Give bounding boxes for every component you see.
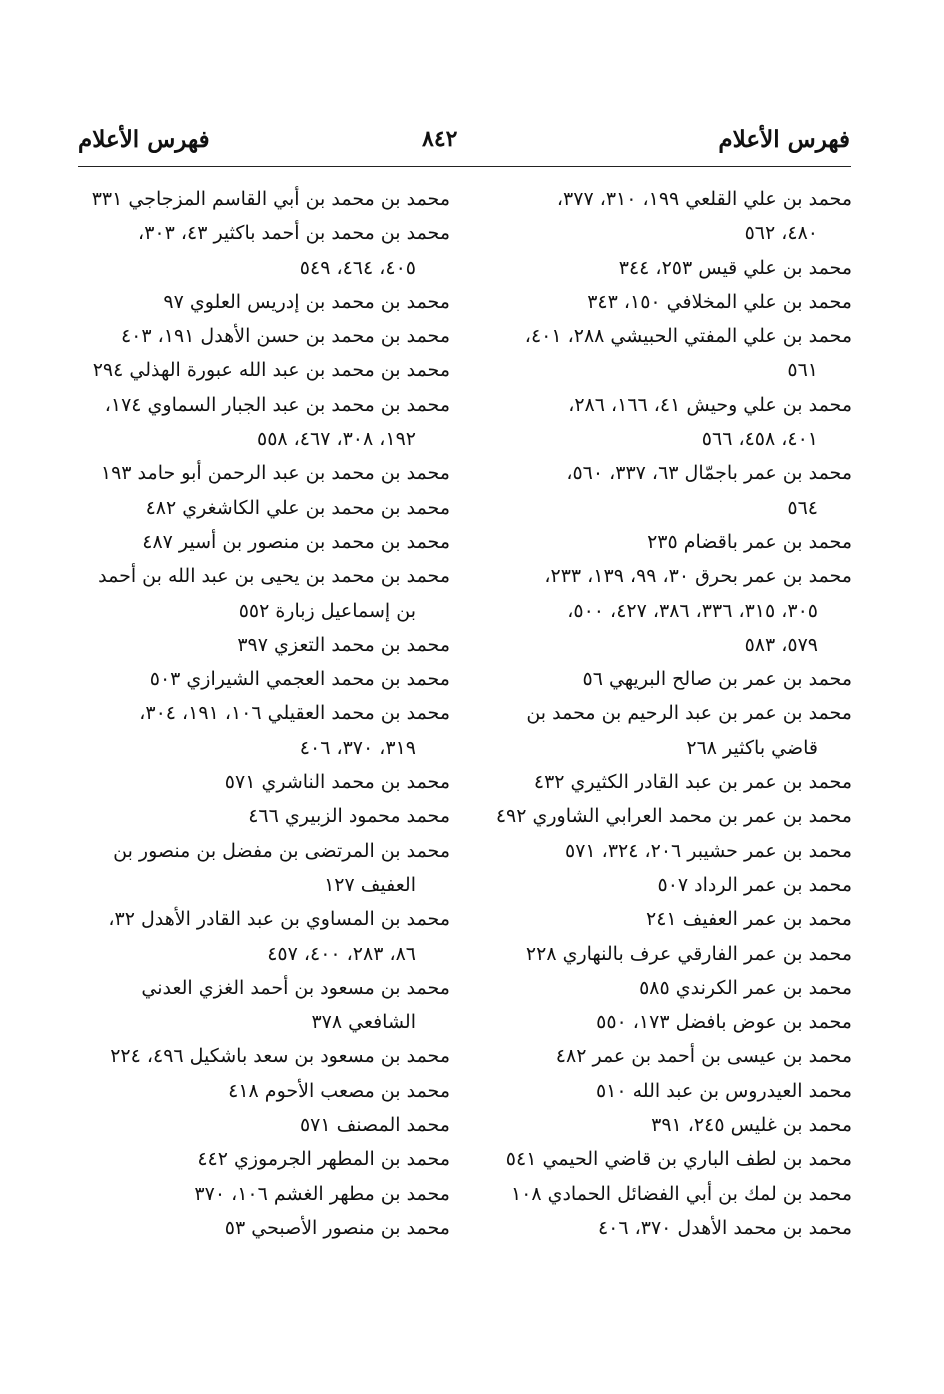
entry-text: محمد بن محمد بن عبد الله عبورة الهذلي ٢٩٤ (92, 359, 450, 382)
index-entry (480, 559, 852, 662)
index-entry (480, 765, 852, 799)
index-entry (78, 799, 450, 833)
entry-text: محمد بن علي القلعي ١٩٩، ٣١٠، ٣٧٧، (556, 188, 852, 210)
index-entry (480, 456, 852, 525)
entry-text: محمد بن محمد العقيلي ١٠٦، ١٩١، ٣٠٤، (139, 702, 450, 725)
entry-continuation: ٣٠٥، ٣١٥، ٣٣٦، ٣٨٦، ٤٢٧، ٥٠٠، (567, 599, 818, 622)
entry-continuation: ٨٦، ٢٨٣، ٤٠٠، ٤٥٧ (267, 942, 416, 965)
entry-text: محمد بن عوض بافضل ١٧٣، ٥٥٠ (596, 1011, 852, 1034)
index-entry (78, 1211, 450, 1245)
entry-text: محمد بن عمر بن محمد العرابي الشاوري ٤٩٢ (495, 805, 852, 828)
index-entry (480, 251, 852, 285)
entry-text: محمد بن علي المفتي الحبيشي ٢٨٨، ٤٠١، (524, 325, 852, 348)
index-entry (480, 868, 852, 902)
entry-text: محمد بن مسعود بن سعد باشكيل ٤٩٦، ٢٢٤ (110, 1045, 450, 1068)
entry-text: محمد بن علي قيس ٢٥٣، ٣٤٤ (618, 256, 852, 279)
running-header (78, 122, 850, 162)
entry-continuation: العفيف ١٢٧ (324, 873, 416, 896)
entry-text: محمد بن محمد العجمي الشيرازي ٥٠٣ (149, 668, 450, 691)
entry-text: محمد بن علي وحيش ٤١، ١٦٦، ٢٨٦، (568, 393, 852, 416)
page-number: ٨٤٢ (422, 126, 458, 152)
index-entry (78, 1108, 450, 1142)
index-entry (480, 1108, 852, 1142)
entry-text: محمد بن عمر الفارقي عرف بالنهاري ٢٢٨ (525, 942, 852, 965)
entry-continuation: بن إسماعيل زبارة ٥٥٢ (238, 599, 416, 622)
entry-continuation: ٥٦١ (787, 359, 818, 382)
entry-continuation: ٤٠٥، ٤٦٤، ٥٤٩ (299, 256, 416, 279)
entry-text: محمد بن غليس ٢٤٥، ٣٩١ (651, 1114, 852, 1137)
index-column-right (480, 182, 852, 1245)
entry-text: محمد بن منصور الأصبحي ٥٣ (224, 1216, 450, 1239)
entry-continuation: ٥٦٤ (787, 496, 818, 519)
index-entry (480, 285, 852, 319)
entry-text: محمد بن محمد بن عبد الجبار السماوي ١٧٤، (104, 393, 450, 416)
entry-text: محمد بن مسعود بن أحمد الغزي العدني (141, 976, 450, 999)
header-title-right: فهرس الأعلام (718, 126, 850, 153)
entry-text: محمد بن عمر الكرندي ٥٨٥ (639, 976, 852, 999)
index-entry (78, 902, 450, 971)
index-entry (480, 902, 852, 936)
entry-text: محمد بن محمد بن عبد الرحمن أبو حامد ١٩٣ (100, 462, 450, 485)
entry-text: محمد بن عمر بن صالح البريهي ٥٦ (582, 668, 852, 691)
index-entry (78, 971, 450, 1040)
entry-continuation: ١٩٢، ٣٠٨، ٤٦٧، ٥٥٨ (256, 428, 416, 451)
index-entry (78, 388, 450, 457)
entry-text: محمد بن محمد التعزي ٣٩٧ (237, 633, 450, 656)
entry-text: محمد بن المطهر الجرموزي ٤٤٢ (197, 1148, 450, 1171)
entry-continuation: ٤٠١، ٤٥٨، ٥٦٦ (701, 428, 818, 451)
entry-text: محمد بن محمد بن يحيى بن عبد الله بن أحمد (98, 565, 450, 588)
entry-text: محمد بن محمد بن منصور بن أسير ٤٨٧ (142, 530, 450, 553)
index-entry (480, 182, 852, 251)
index-entry (480, 696, 852, 765)
entry-text: محمد بن المرتضى بن مفضل بن منصور بن (113, 839, 450, 862)
entry-text: محمد بن عيسى بن أحمد بن عمر ٤٨٢ (555, 1045, 852, 1068)
index-entry (480, 1039, 852, 1073)
index-entry (78, 662, 450, 696)
entry-text: محمد بن عمر بن عبد القادر الكثيري ٤٣٢ (533, 771, 852, 794)
index-entry (480, 1211, 852, 1245)
entry-text: محمد المصنف ٥٧١ (299, 1114, 450, 1137)
entry-text: محمد بن عمر العفيف ٢٤١ (646, 908, 852, 931)
index-entry (480, 388, 852, 457)
entry-continuation: قاضي باكثير ٢٦٨ (686, 736, 818, 759)
index-entry (480, 525, 852, 559)
entry-text: محمد بن المساوي بن عبد القادر الأهدل ٣٢، (108, 908, 450, 931)
entry-text: محمد بن عمر حشيبر ٢٠٦، ٣٢٤، ٥٧١ (565, 839, 852, 862)
index-entry (78, 525, 450, 559)
entry-text: محمد بن عمر باقضام ٢٣٥ (647, 530, 852, 553)
index-entry (480, 971, 852, 1005)
index-entry (78, 491, 450, 525)
index-entry (480, 1005, 852, 1039)
entry-text: محمد بن عمر بحرق ٣٠، ٩٩، ١٣٩، ٢٣٣، (544, 565, 852, 588)
entry-text: محمد بن مطهر الغشم ١٠٦، ٣٧٠ (194, 1182, 450, 1205)
index-entry (78, 834, 450, 903)
index-entry (480, 319, 852, 388)
index-entry (78, 1039, 450, 1073)
entry-text: محمد بن محمد بن إدريس العلوي ٩٧ (163, 290, 450, 313)
index-entry (78, 456, 450, 490)
entry-text: محمد بن محمد الناشري ٥٧١ (224, 771, 450, 794)
index-entry (480, 1142, 852, 1176)
index-entry (480, 662, 852, 696)
index-entry (78, 696, 450, 765)
index-entry (78, 319, 450, 353)
index-entry (78, 765, 450, 799)
index-entry (78, 1177, 450, 1211)
entry-text: محمد بن عمر باجمّال ٦٣، ٣٣٧، ٥٦٠، (566, 462, 852, 485)
index-entry (78, 353, 450, 387)
entry-continuation: الشافعي ٣٧٨ (311, 1011, 416, 1034)
index-entry (480, 1177, 852, 1211)
index-entry (480, 834, 852, 868)
entry-text: محمد بن محمد بن أبي القاسم المزجاجي ٣٣١ (91, 188, 450, 210)
entry-text: محمد محمود الزبيري ٤٦٦ (248, 805, 450, 828)
entry-text: محمد بن محمد بن أحمد باكثير ٤٣، ٣٠٣، (138, 222, 450, 245)
index-entry (78, 216, 450, 285)
entry-text: محمد بن لمك بن أبي الفضائل الحمادي ١٠٨ (510, 1182, 852, 1205)
entry-text: محمد بن محمد الأهدل ٣٧٠، ٤٠٦ (597, 1216, 852, 1239)
entry-continuation: ٤٨٠، ٥٦٢ (744, 222, 818, 245)
index-entry (78, 182, 450, 216)
header-rule (78, 166, 851, 167)
index-entry (78, 559, 450, 628)
index-entry (480, 937, 852, 971)
index-column-left (78, 182, 450, 1245)
index-entry (480, 799, 852, 833)
index-entry (480, 1074, 852, 1108)
entry-text: محمد بن مصعب الأحوم ٤١٨ (228, 1079, 450, 1102)
header-title-left: فهرس الأعلام (78, 126, 210, 153)
index-entry (78, 1074, 450, 1108)
entry-text: محمد بن علي المخلافي ١٥٠، ٣٤٣ (587, 290, 852, 313)
entry-text: محمد بن محمد بن حسن الأهدل ١٩١، ٤٠٣ (120, 325, 450, 348)
entry-text: محمد بن عمر الرداد ٥٠٧ (657, 873, 852, 896)
entry-continuation: ٣١٩، ٣٧٠، ٤٠٦ (299, 736, 416, 759)
index-entry (78, 1142, 450, 1176)
entry-text: محمد بن محمد بن علي الكاشغري ٤٨٢ (145, 496, 450, 519)
index-entry (78, 628, 450, 662)
entry-text: محمد بن عمر بن عبد الرحيم بن محمد بن (526, 702, 852, 725)
entry-continuation: ٥٧٩، ٥٨٣ (744, 633, 818, 656)
entry-text: محمد العيدروس بن عبد الله ٥١٠ (595, 1079, 852, 1102)
entry-text: محمد بن لطف الباري بن قاضي الحيمي ٥٤١ (505, 1148, 852, 1171)
index-entry (78, 285, 450, 319)
